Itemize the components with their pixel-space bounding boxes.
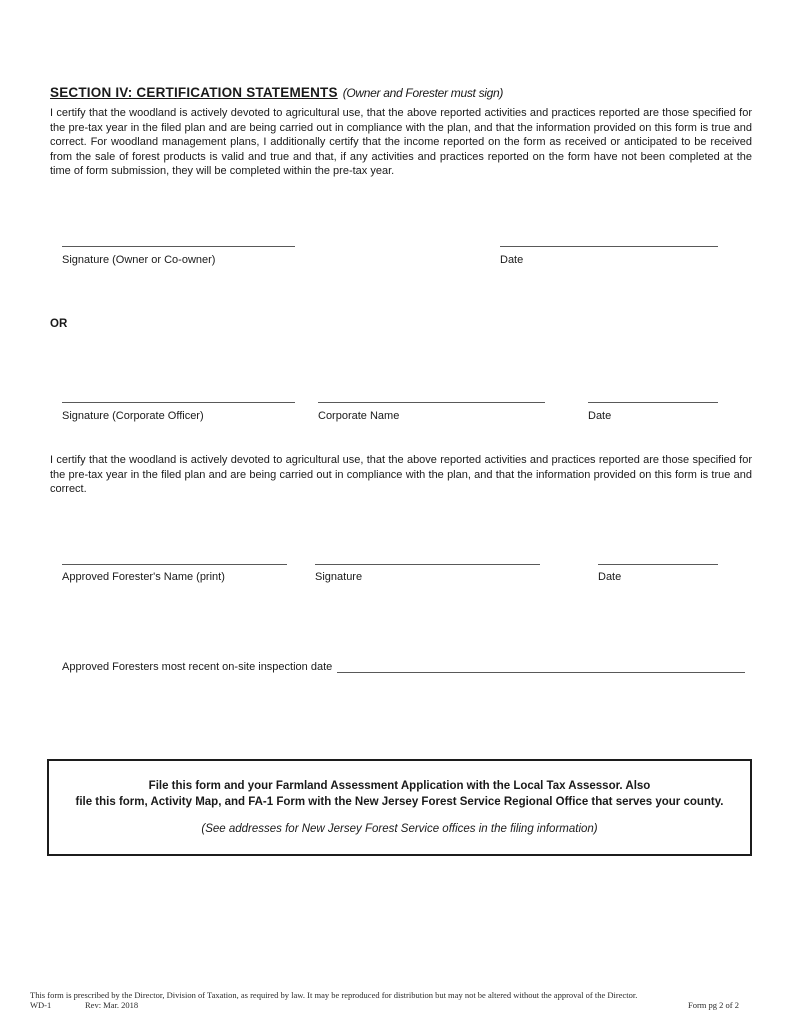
owner-date-label: Date [500,254,524,266]
section-note: (Owner and Forester must sign) [342,86,504,100]
filing-notice-line2: file this form, Activity Map, and FA-1 Form with the New Jersey Forest Service Regional Office that serves your county. [75,795,724,808]
filing-notice-box [47,759,752,856]
forester-signature-label: Signature [315,571,363,583]
footer-legal-text: This form is prescribed by the Director, Division of Taxation, as required by law. It may be reproduced for distribution but may not be altered without the approval of the Director. [30,990,638,1000]
corporate-signature-line [62,402,295,403]
or-separator: OR [50,318,68,330]
owner-signature-label: Signature (Owner or Co-owner) [62,254,216,266]
footer-form-id: WD-1 [30,1000,52,1010]
owner-certification-text: I certify that the woodland is actively devoted to agricultural use, that the above reported activities and practices reported are those specified for the pre-tax year in the filed plan and are being carried out in compliance with the plan, and that the information provided on this form is true and correct. For woodland management plans, I additionally certify that the income reported on the form as received or anticipated to be received from the sale of forest products is valid and true and that, if any activities and practices reported on the form have not been completed at the time of form submission, they will be completed within the pre-tax year. [50,107,752,177]
forester-date-label: Date [598,571,622,583]
forester-date-line [598,564,718,565]
owner-date-line [500,246,718,247]
corporate-signature-label: Signature (Corporate Officer) [62,410,204,422]
owner-signature-line [62,246,295,247]
corporate-name-label: Corporate Name [318,410,400,422]
footer-page-indicator: Form pg 2 of 2 [688,1000,739,1010]
forester-name-label: Approved Forester's Name (print) [62,571,225,583]
inspection-date-row [62,661,745,673]
forester-certification-text: I certify that the woodland is actively devoted to agricultural use, that the above reported activities and practices reported are those specified for the pre-tax year in the filed plan and are being carried out in compliance with the plan, and that the information provided on this form is true and correct. [50,454,752,495]
section-title: SECTION IV: CERTIFICATION STATEMENTS [50,85,338,100]
corporate-name-line [318,402,545,403]
filing-notice-addresses-note: (See addresses for New Jersey Forest Service offices in the filing information) [201,823,598,835]
section-header [50,84,503,102]
forester-signature-line [315,564,540,565]
inspection-date-line [337,661,745,673]
footer-revision: Rev: Mar. 2018 [85,1000,139,1010]
forester-name-line [62,564,287,565]
corporate-date-line [588,402,718,403]
inspection-date-label: Approved Foresters most recent on-site inspection date [62,661,333,673]
corporate-date-label: Date [588,410,612,422]
filing-notice-line1: File this form and your Farmland Assessment Application with the Local Tax Assessor. Also [148,780,651,792]
